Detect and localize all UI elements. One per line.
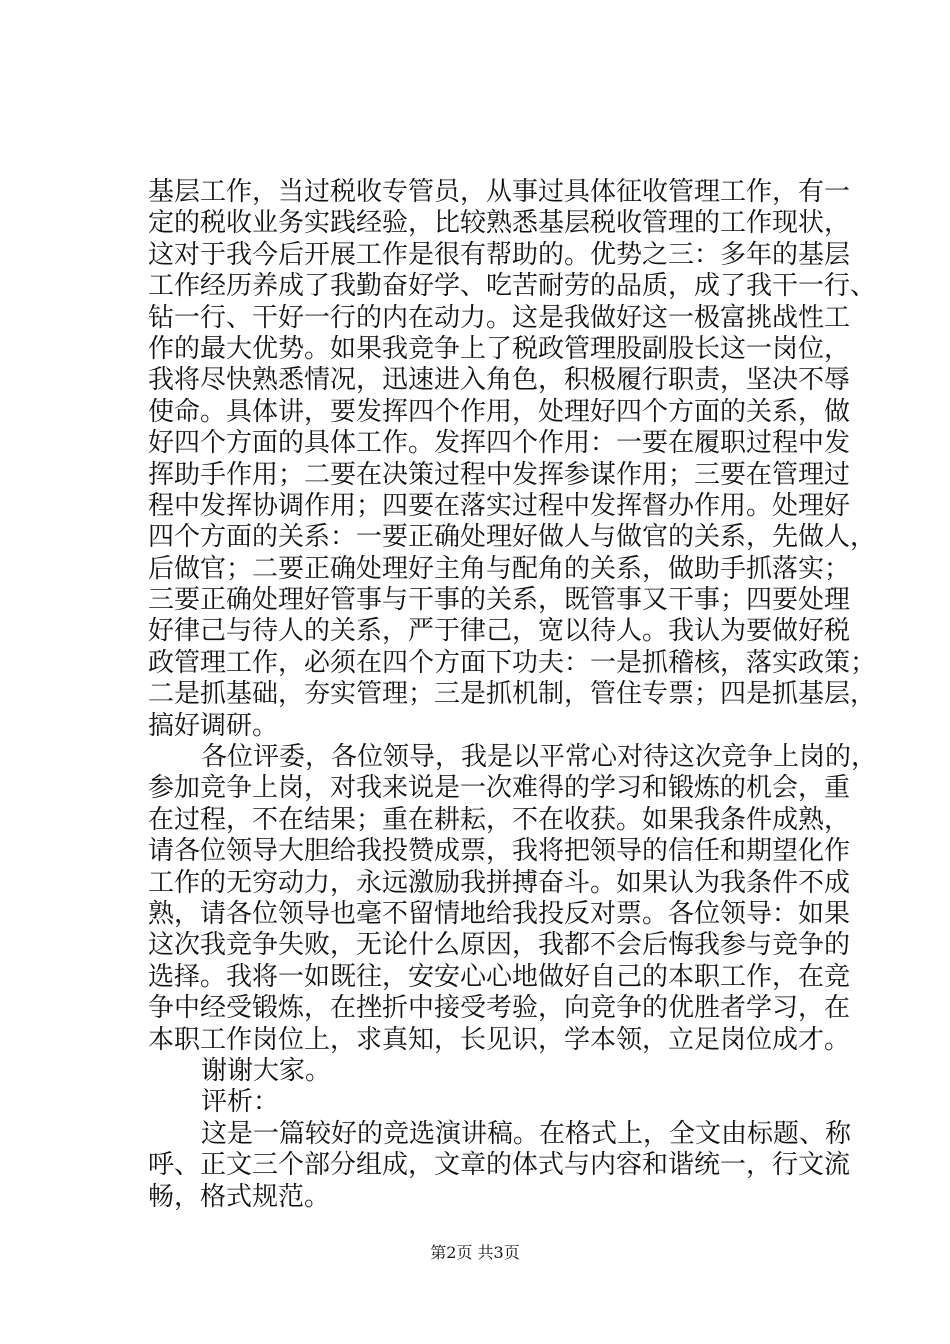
text-line: 定的税收业务实践经验，比较熟悉基层税收管理的工作现状， — [148, 208, 851, 239]
text-line: 二是抓基础，夯实管理；三是抓机制，管住专票；四是抓基层， — [148, 679, 877, 710]
text-line: 钻一行、干好一行的内在动力。这是我做好这一极富挑战性工 — [148, 302, 851, 333]
text-line: 我将尽快熟悉情况，迅速进入角色，积极履行职责，坚决不辱 — [148, 365, 851, 396]
text-line: 挥助手作用；二要在决策过程中发挥参谋作用；三要在管理过 — [148, 459, 851, 490]
text-line: 请各位领导大胆给我投赞成票，我将把领导的信任和期望化作 — [148, 836, 851, 867]
text-line: 作的最大优势。如果我竞争上了税政管理股副股长这一岗位， — [148, 333, 851, 364]
text-line: 三要正确处理好管事与干事的关系，既管事又干事；四要处理 — [148, 585, 851, 616]
text-line: 工作的无穷动力，永远激励我拼搏奋斗。如果认为我条件不成 — [148, 867, 851, 898]
text-line: 谢谢大家。 — [201, 1055, 332, 1086]
text-line: 在过程，不在结果；重在耕耘，不在收获。如果我条件成熟， — [148, 804, 851, 835]
text-line: 各位评委，各位领导，我是以平常心对待这次竞争上岗的， — [201, 742, 878, 773]
text-line: 基层工作，当过税收专管员，从事过具体征收管理工作，有一 — [148, 177, 851, 207]
text-line: 政管理工作，必须在四个方面下功夫：一是抓稽核，落实政策； — [148, 647, 877, 678]
text-line: 这次我竞争失败，无论什么原因，我都不会后悔我参与竞争的 — [148, 930, 851, 961]
text-line: 争中经受锻炼，在挫折中接受考验，向竞争的优胜者学习，在 — [148, 993, 851, 1024]
page-number-footer: 第2页 共3页 — [430, 1243, 520, 1262]
text-line: 好四个方面的具体工作。发挥四个作用：一要在履职过程中发 — [148, 428, 851, 459]
text-line: 参加竞争上岗，对我来说是一次难得的学习和锻炼的机会，重 — [148, 773, 851, 804]
text-line: 熟，请各位领导也毫不留情地给我投反对票。各位领导：如果 — [148, 898, 851, 929]
text-line: 这是一篇较好的竞选演讲稿。在格式上，全文由标题、称 — [201, 1118, 852, 1149]
text-line: 评析： — [201, 1087, 280, 1118]
text-line: 畅，格式规范。 — [148, 1181, 331, 1212]
text-line: 好律己与待人的关系，严于律己，宽以待人。我认为要做好税 — [148, 616, 851, 647]
text-line: 四个方面的关系：一要正确处理好做人与做官的关系，先做人， — [148, 522, 877, 553]
text-line: 后做官；二要正确处理好主角与配角的关系，做助手抓落实； — [148, 553, 851, 584]
text-line: 搞好调研。 — [148, 710, 279, 741]
text-line: 呼、正文三个部分组成，文章的体式与内容和谐统一，行文流 — [148, 1150, 851, 1181]
text-line: 选择。我将一如既往，安安心心地做好自己的本职工作，在竞 — [148, 961, 851, 992]
text-line: 工作经历养成了我勤奋好学、吃苦耐劳的品质，成了我干一行、 — [148, 271, 877, 302]
text-line: 本职工作岗位上，求真知，长见识，学本领，立足岗位成才。 — [148, 1024, 851, 1055]
text-line: 使命。具体讲，要发挥四个作用，处理好四个方面的关系，做 — [148, 396, 851, 427]
text-line: 程中发挥协调作用；四要在落实过程中发挥督办作用。处理好 — [148, 490, 851, 521]
document-body — [148, 177, 878, 1213]
text-line: 这对于我今后开展工作是很有帮助的。优势之三：多年的基层 — [148, 239, 851, 270]
